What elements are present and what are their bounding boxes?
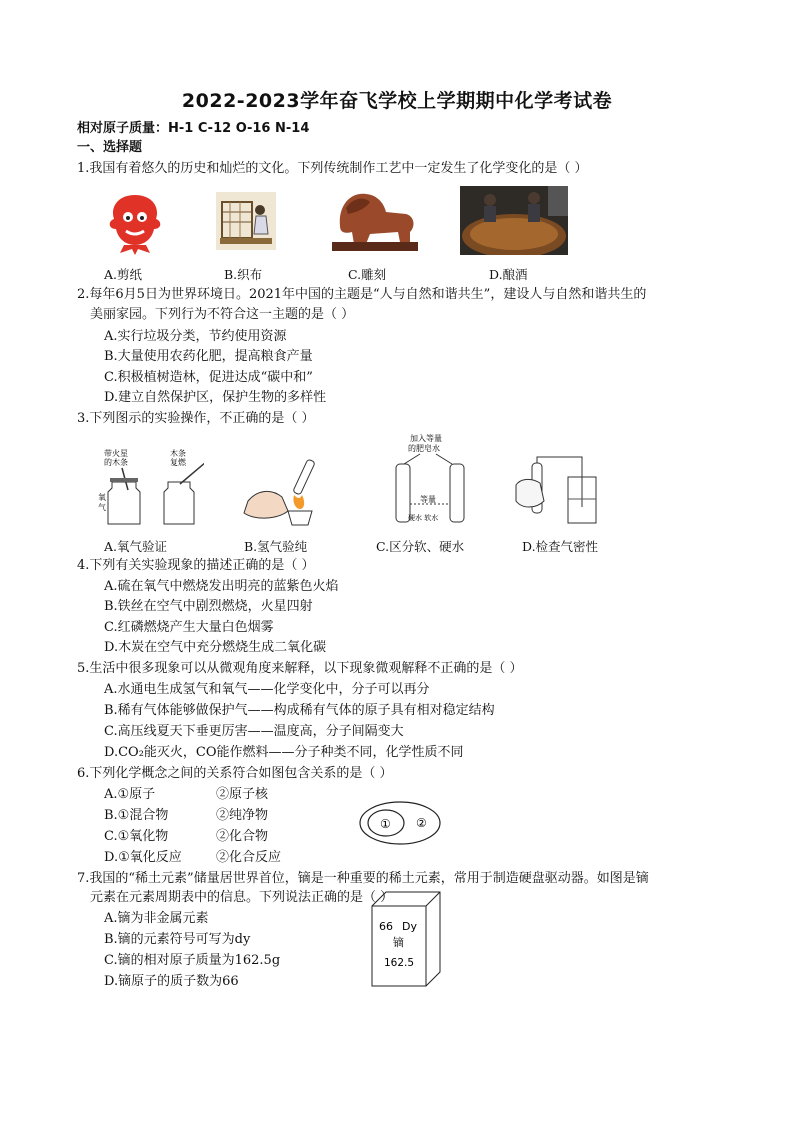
soft-hard-water-figure [390,432,468,528]
q3-option-d: D.检查气密性 [522,539,599,554]
q5-option-c: C.高压线夏天下垂更厉害——温度高，分子间隔变大 [104,724,404,739]
q5-stem: 5.生活中很多现象可以从微观角度来解释，以下现象微观解释不正确的是（ ） [77,661,523,676]
q4-option-a: A.硫在氧气中燃烧发出明亮的蓝紫色火焰 [104,579,339,594]
element-number: 66 [379,920,393,933]
q1-option-d: D.酿酒 [489,267,528,282]
q7-stem-line1: 7.我国的“稀土元素”储量居世界首位，镝是一种重要的稀土元素，常用于制造硬盘驱动器。如图是镝 [77,871,649,886]
q1-stem: 1.我国有着悠久的历史和灿烂的文化。下列传统制作工艺中一定发生了化学变化的是（ ） [77,161,588,176]
q5-option-a: A.水通电生成氢气和氧气——化学变化中，分子可以再分 [104,682,430,697]
q3-option-a: A.氧气验证 [104,539,168,554]
q7-option-a: A.镝为非金属元素 [104,911,209,926]
q7-option-c: C.镝的相对原子质量为162.5g [104,953,281,968]
q6-option-d-2: ②化合反应 [216,850,282,865]
element-cell-figure [370,888,442,988]
section-heading: 一、选择题 [77,140,143,155]
fig-a-label-1: 带火星 [104,449,128,458]
exam-title: 2022-2023学年奋飞学校上学期期中化学考试卷 [181,90,613,112]
fig-c-label-4: 硬水 软水 [408,514,439,522]
fig-a-label-4: 复燃 [170,458,186,467]
q6-option-a-1: A.①原子 [104,787,156,802]
brewing-image [460,186,568,255]
q4-option-d: D.木炭在空气中充分燃烧生成二氧化碳 [104,640,327,655]
q1-option-c: C.雕刻 [348,267,387,282]
q4-option-b: B.铁丝在空气中剧烈燃烧，火星四射 [104,599,313,614]
q7-option-b: B.镝的元素符号可写为dy [104,932,251,947]
q2-option-d: D.建立自然保护区，保护生物的多样性 [104,390,327,405]
fig-c-label-3: 等量 [420,495,436,504]
q7-option-d: D.镝原子的质子数为66 [104,974,239,989]
element-name: 镝 [393,936,404,949]
diagram-inner-label: ① [380,817,391,831]
q2-stem-line1: 2.每年6月5日为世界环境日。2021年中国的主题是“人与自然和谐共生”，建设人与自然和谐共生的 [77,287,647,302]
airtightness-figure [510,455,600,527]
q4-stem: 4.下列有关实验现象的描述正确的是（ ） [77,558,315,573]
inclusion-diagram [358,800,442,846]
q6-option-b-1: B.①混合物 [104,808,169,823]
q1-option-a: A.剪纸 [104,267,143,282]
q2-option-a: A.实行垃圾分类，节约使用资源 [104,329,287,344]
fig-c-label-2: 的肥皂水 [408,444,440,453]
carving-image [330,186,420,253]
oxygen-test-figure [94,448,204,528]
atomic-mass-line: 相对原子质量：H-1 C-12 O-16 N-14 [77,121,310,136]
q2-stem-line2: 美丽家园。下列行为不符合这一主题的是（ ） [90,307,355,322]
element-symbol: Dy [402,920,417,933]
paper-cut-image [104,189,166,255]
weaving-image [216,192,276,250]
q2-option-c: C.积极植树造林，促进达成“碳中和” [104,370,313,385]
q3-stem: 3.下列图示的实验操作，不正确的是（ ） [77,411,315,426]
hydrogen-purity-figure [238,455,326,527]
q5-option-b: B.稀有气体能够做保护气——构成稀有气体的原子具有相对稳定结构 [104,703,495,718]
fig-a-label-5: 氧 [98,493,106,502]
q4-option-c: C.红磷燃烧产生大量白色烟雾 [104,620,274,635]
fig-a-label-6: 气 [98,503,106,512]
fig-a-label-2: 的木条 [104,458,128,467]
fig-c-label-1: 加入等量 [410,434,442,443]
q3-option-c: C.区分软、硬水 [376,539,465,554]
diagram-outer-label: ② [416,816,427,830]
q6-option-d-1: D.①氧化反应 [104,850,182,865]
q6-stem: 6.下列化学概念之间的关系符合如图包含关系的是（ ） [77,766,393,781]
q5-option-d: D.CO₂能灭火，CO能作燃料——分子种类不同，化学性质不同 [104,745,464,760]
q7-stem-line2: 元素在元素周期表中的信息。下列说法正确的是（ ） [90,890,394,905]
q6-option-c-2: ②化合物 [216,829,269,844]
fig-a-label-3: 木条 [170,449,186,458]
element-mass: 162.5 [384,957,415,969]
q3-option-b: B.氢气验纯 [244,539,308,554]
q6-option-c-1: C.①氧化物 [104,829,169,844]
q2-option-b: B.大量使用农药化肥，提高粮食产量 [104,349,313,364]
q1-option-b: B.织布 [224,267,263,282]
q6-option-a-2: ②原子核 [216,787,269,802]
q6-option-b-2: ②纯净物 [216,808,269,823]
